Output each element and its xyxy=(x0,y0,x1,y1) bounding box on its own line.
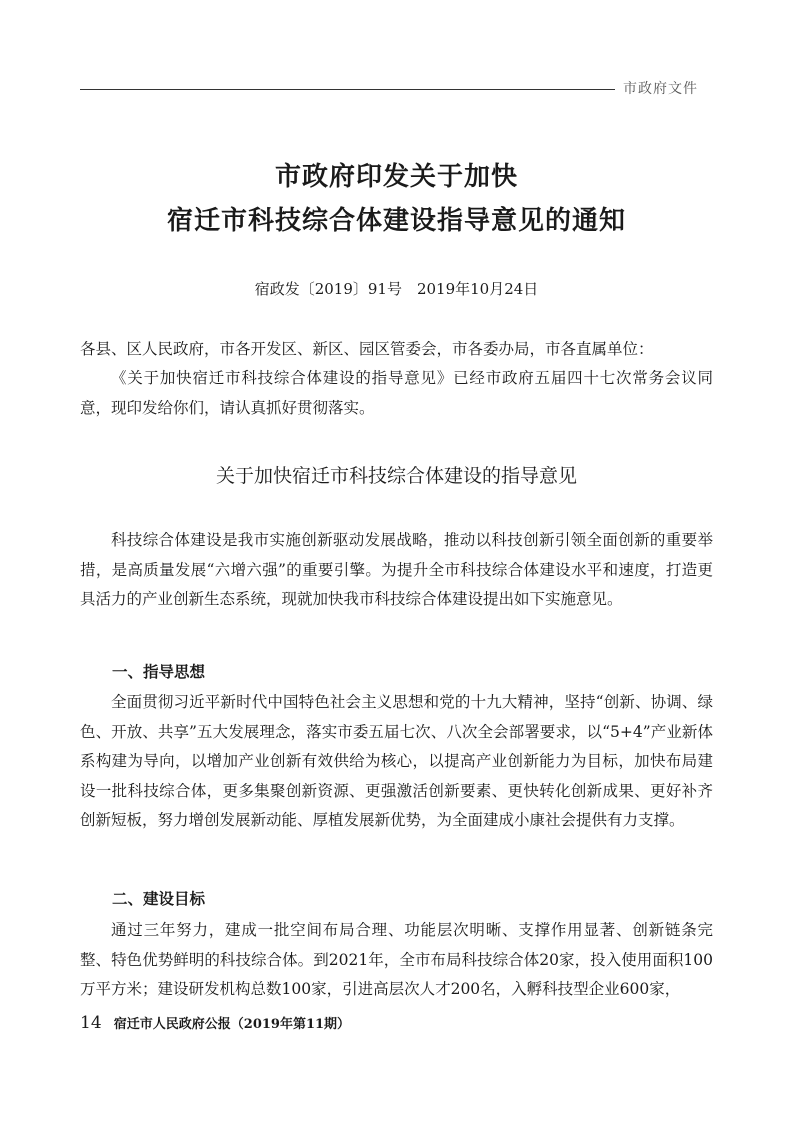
body-paragraph-3: 通过三年努力，建成一批空间布局合理、功能层次明晰、支撑作用显著、创新链条完整、特色优势鲜明的科技综合体。到2021年，全市布局科技综合体20家，投入使用面积100万平方米；建设研发机构总数100家，引进高层次人才200名，入孵科技型企业600家， xyxy=(80,921,713,998)
body-paragraph-2: 全面贯彻习近平新时代中国特色社会主义思想和党的十九大精神，坚持“创新、协调、绿色、开放、共享”五大发展理念，落实市委五届七次、八次全会部署要求，以“5+4”产业新体系构建为导向，以增加产业创新有效供给为核心，以提高产业创新能力为目标，加快布局建设一批科技综合体，更多集聚创新资源、更强激活创新要素、更快转化创新成果、更好补齐创新短板，努力增创发展新动能、厚植发展新优势，为全面建成小康社会提供有力支撑。 xyxy=(80,693,713,829)
document-title-line1: 市政府印发关于加快 xyxy=(274,162,518,192)
body-paragraph-1: 科技综合体建设是我市实施创新驱动发展战略，推动以科技创新引领全面创新的重要举措，是高质量发展“六增六强”的重要引擎。为提升全市科技综合体建设水平和速度，打造更具活力的产业创新生态系统，现就加快我市科技综合体建设提出如下实施意见。 xyxy=(80,531,713,608)
section-heading-1: 一、指导思想 xyxy=(112,663,206,681)
header-label: 市政府文件 xyxy=(623,81,698,97)
header-rule xyxy=(80,89,615,90)
page-number: 14 xyxy=(80,1013,102,1033)
page-footer xyxy=(80,1013,350,1033)
document-title-line2: 宿迁市科技综合体建设指导意见的通知 xyxy=(166,206,626,236)
sub-title: 关于加快宿迁市科技综合体建设的指导意见 xyxy=(215,465,577,487)
publication-name: 宿迁市人民政府公报（2019年第11期） xyxy=(113,1017,351,1032)
document-number: 宿政发〔2019〕91号 2019年10月24日 xyxy=(254,280,539,298)
section-heading-2: 二、建设目标 xyxy=(112,890,206,908)
addressee: 各县、区人民政府，市各开发区、新区、园区管委会，市各委办局，市各直属单位： xyxy=(80,340,654,358)
intro-paragraph: 《关于加快宿迁市科技综合体建设的指导意见》已经市政府五届四十七次常务会议同意，现印发给你们，请认真抓好贯彻落实。 xyxy=(80,369,713,417)
